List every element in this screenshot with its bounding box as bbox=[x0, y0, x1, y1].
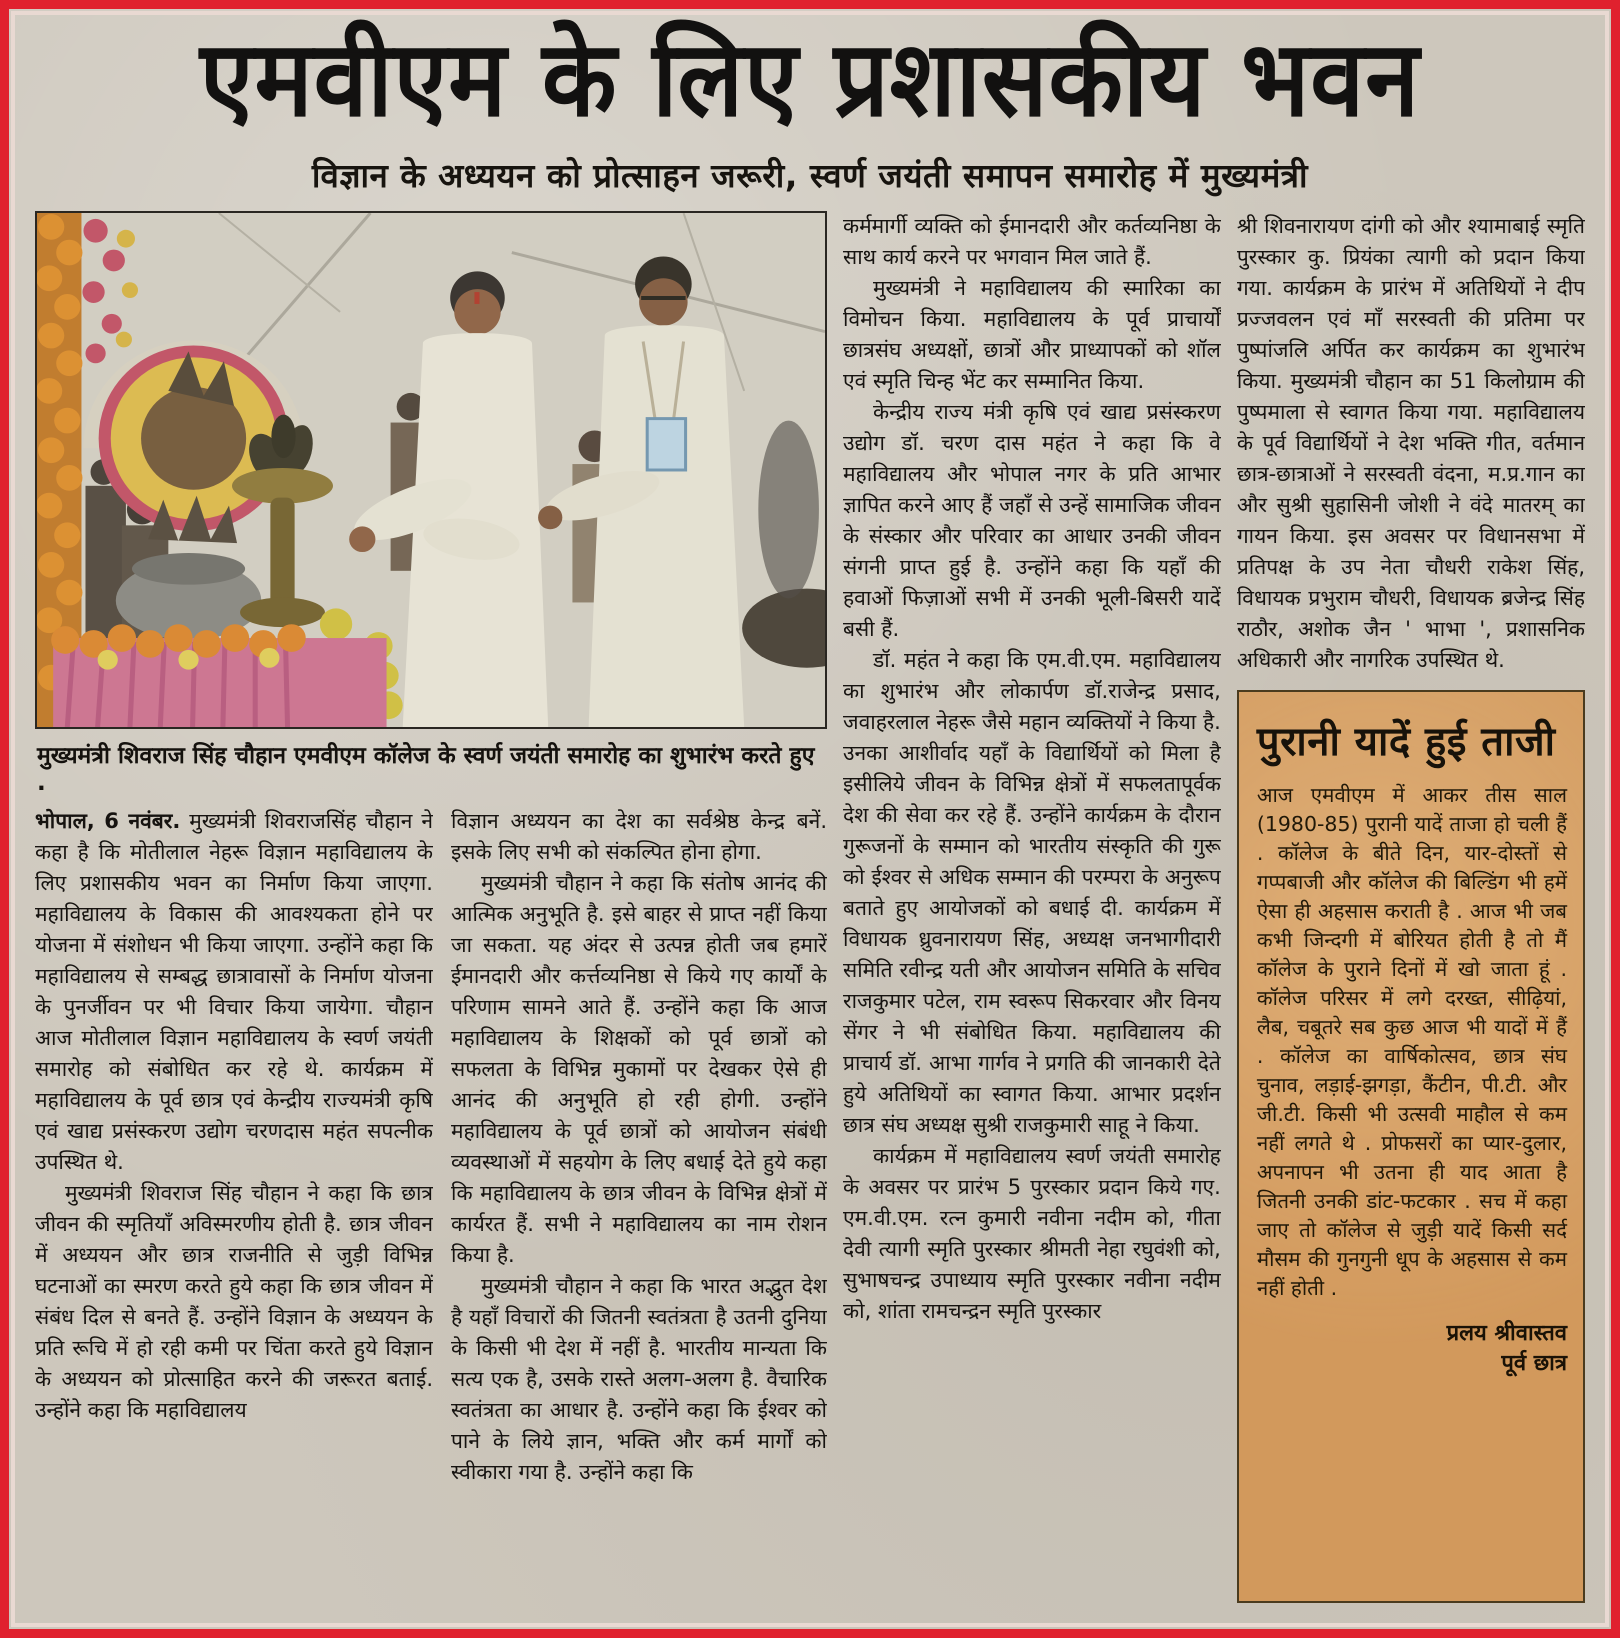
paragraph: श्री शिवनारायण दांगी को और श्यामाबाई स्मृति पुरस्कार कु. प्रियंका त्यागी को प्रदान किया गया. कार्यक्रम के प्रारंभ में अतिथियों ने दीप प्रज्जवलन एवं माँ सरस्वती की प्रतिमा पर पुष्पांजलि अर्पित कर कार्यक्रम का शुभारंभ किया. मुख्यमंत्री चौहान का 51 किलोग्राम की पुष्पमाला से स्वागत किया गया. महाविद्यालय के पूर्व विद्यार्थियों ने देश भक्ति गीत, वर्तमान छात्र-छात्राओं ने सरस्वती वंदना, म.प्र.गान का और सुश्री सुहासिनी जोशी ने वंदे मातरम् का गायन किया. इस अवसर पर विधानसभा में प्रतिपक्ष के उप नेता चौधरी राकेश सिंह, विधायक प्रभुराम चौधरी, विधायक ब्रजेन्द्र सिंह राठौर, अशोक जैन ' भाभा ', प्रशासनिक अधिकारी और नागरिक उपस्थित थे. bbox=[1236, 213, 1585, 672]
column-3 bbox=[843, 211, 1221, 1603]
paragraph: मुख्यमंत्री शिवराज सिंह चौहान ने कहा कि छात्र जीवन की स्मृतियाँ अविस्मरणीय होती है. छात्र जीवन में अध्ययन और छात्र राजनीति से जुड़ी विभिन्न घटनाओं का स्मरण करते हुये कहा कि छात्र जीवन में संबंध दिल से बनते हैं. उन्होंने विज्ञान के अध्ययन के प्रति रूचि में हो रही कमी पर चिंता करते हुये विज्ञान के अध्ययन को प्रोत्साहित करने की जरूरत बताई. उन्होंने कहा कि महाविद्यालय bbox=[35, 1180, 433, 1422]
subheadline: विज्ञान के अध्ययन को प्रोत्साहन जरूरी, स्वर्ण जयंती समापन समारोह में मुख्यमंत्री bbox=[311, 155, 1309, 195]
clipping-inner bbox=[9, 9, 1611, 1629]
memory-box-body: आज एमवीएम में आकर तीस साल (1980-85) पुरानी यादें ताजा हो चली हैं . कॉलेज के बीते दिन, यार-दोस्तों से गप्पबाजी और कॉलेज की बिल्डिंग भी हमें ऐसा ही अहसास कराती है . आज भी जब कभी जिन्दगी में बोरियत होती है तो मैं कॉलेज के पुराने दिनों में खो जाता हूं . कॉलेज परिसर में लगे दरख्त, सीढ़ियां, लैब, चबूतरे सब कुछ आज भी यादों में हैं . कॉलेज का वार्षिकोत्सव, छात्र संघ चुनाव, लड़ाई-झगड़ा, कैंटीन, पी.टी. और जी.टी. किसी भी उत्सवी माहौल से कम नहीं लगते थे . प्रोफसरों का प्यार-दुलार, अपनापन भी उतना ही याद आता है जितनी उनकी डांट-फटकार . सच में कहा जाए तो कॉलेज से जुड़ी यादें किसी सर्द मौसम की गुनगुनी धूप के अहसास से कम नहीं होती . bbox=[1256, 782, 1567, 1300]
paragraph: विज्ञान अध्ययन का देश का सर्वश्रेष्ठ केन्द्र बनें. इसके लिए सभी को संकल्पित होना होगा. bbox=[451, 808, 827, 864]
paragraph: मुख्यमंत्री चौहान ने कहा कि संतोष आनंद की आत्मिक अनुभूति है. इसे बाहर से प्राप्त नहीं किया जा सकता. यह अंदर से उत्पन्न होती जब हमारें ईमानदारी और कर्त्तव्यनिष्ठा से किये गए कार्यों के परिणाम सामने आते हैं. उन्होंने कहा कि आज महाविद्यालय के शिक्षकों को पूर्व छात्रों को सफलता के विभिन्न मुकामों पर देखकर ऐसे ही आनंद की अनुभूति हो रही होगी. उन्होंने महाविद्यालय के पूर्व छात्रों को आयोजन संबंधी व्यवस्थाओं में सहयोग के लिए बधाई देते हुये कहा कि महाविद्यालय के छात्र जीवन के विभिन्न क्षेत्रों में कार्यरत हैं. सभी ने महाविद्यालय का नाम रोशन किया है. bbox=[451, 870, 827, 1267]
paragraph: कार्यक्रम में महाविद्यालय स्वर्ण जयंती समारोह के अवसर पर प्रारंभ 5 पुरस्कार प्रदान किये गए. एम.वी.एम. रत्न कुमारी नवीना नदीम को, गीता देवी त्यागी स्मृति पुरस्कार श्रीमती नेहा रघुवंशी को, सुभाषचन्द्र उपाध्याय स्मृति पुरस्कार नवीना नदीम को, शांता रामचन्द्रन स्मृति पुरस्कार bbox=[843, 1143, 1221, 1323]
column-4-text bbox=[1237, 211, 1585, 676]
column-4 bbox=[1237, 211, 1585, 1603]
paragraph: कर्ममार्गी व्यक्ति को ईमानदारी और कर्तव्यनिष्ठा के साथ कार्य करने पर भगवान मिल जाते हैं. bbox=[843, 213, 1221, 269]
signature-name: प्रलय श्रीवास्तव bbox=[1446, 1320, 1567, 1346]
article-body bbox=[35, 211, 1585, 1603]
memory-sidebar-box bbox=[1237, 690, 1585, 1603]
photo-caption: मुख्यमंत्री शिवराज सिंह चौहान एमवीएम कॉलेज के स्वर्ण जयंती समारोह का शुभारंभ करते हुए . bbox=[37, 742, 815, 796]
left-columns bbox=[35, 806, 827, 1603]
paragraph: मुख्यमंत्री ने महाविद्यालय की स्मारिका का विमोचन किया. महाविद्यालय के पूर्व प्राचार्यों छात्रसंघ अध्यक्षों, छात्रों और प्राध्यापकों को शॉल एवं स्मृति चिन्ह भेंट कर सम्मानित किया. bbox=[843, 275, 1221, 393]
column-2 bbox=[451, 806, 827, 1603]
paragraph bbox=[35, 806, 433, 1178]
memory-box-title: पुरानी यादें हुई ताजी bbox=[1256, 718, 1556, 765]
event-photo bbox=[35, 211, 827, 729]
headline: एमवीएम के लिए प्रशासकीय भवन bbox=[199, 17, 1421, 140]
left-region bbox=[35, 211, 827, 1603]
column-1 bbox=[35, 806, 433, 1603]
paragraph: डॉ. महंत ने कहा कि एम.वी.एम. महाविद्यालय का शुभारंभ और लोकार्पण डॉ.राजेन्द्र प्रसाद, जवाहरलाल नेहरू जैसे महान व्यक्तियों ने किया है. उनका आशीर्वाद यहाँ के विद्यार्थियों को मिला है इसीलिये जीवन के विभिन्न क्षेत्रों में सफलतापूर्वक देश की सेवा कर रहे हैं. उन्होंने कार्यक्रम के दौरान गुरूजनों के सम्मान को भारतीय संस्कृति की गुरू को ईश्वर से अधिक सम्मान की परम्परा के अनुरूप बताते हुए आयोजकों को बधाई दी. कार्यक्रम में विधायक ध्रुवनारायण सिंह, अध्यक्ष जनभागीदारी समिति रवीन्द्र यती और आयोजन समिति के सचिव राजकुमार पटेल, राम स्वरूप सिकरवार और विनय सेंगर ने भी संबोधित किया. महाविद्यालय की प्राचार्य डॉ. आभा गार्गव ने प्रगति की जानकारी देते हुये अतिथियों का स्वागत किया. आभार प्रदर्शन छात्र संघ अध्यक्ष सुश्री राजकुमारी साहू ने किया. bbox=[843, 647, 1221, 1137]
paragraph: मुख्यमंत्री चौहान ने कहा कि भारत अद्भुत देश है यहाँ विचारों की जितनी स्वतंत्रता है उतनी दुनिया के किसी भी देश में नहीं है. भारतीय मान्यता कि सत्य एक है, उसके रास्ते अलग-अलग है. वैचारिक स्वतंत्रता का आधार है. उन्होंने कहा कि ईश्वर को पाने के लिये ज्ञान, भक्ति और कर्म मार्गों को स्वीकारा गया है. उन्होंने कहा कि bbox=[451, 1273, 827, 1484]
paragraph: केन्द्रीय राज्य मंत्री कृषि एवं खाद्य प्रसंस्करण उद्योग डॉ. चरण दास महंत ने कहा कि वे महाविद्यालय और भोपाल नगर के प्रति आभार ज्ञापित करने आए हैं जहाँ से उन्हें सामाजिक जीवन के संस्कार और परिवार का आधार उनकी जीवन संगनी प्राप्त हुई है. उन्होंने कहा कि यहाँ की हवाओं फिज़ाओं सभी में उनकी भूली-बिसरी यादें बसी हैं. bbox=[843, 399, 1221, 641]
signature-role: पूर्व छात्र bbox=[1501, 1350, 1567, 1376]
memory-box-signature bbox=[1257, 1319, 1567, 1379]
event-photo-illustration bbox=[37, 213, 825, 727]
dateline: भोपाल, 6 नवंबर. bbox=[35, 808, 181, 833]
paragraph-text: मुख्यमंत्री शिवराजसिंह चौहान ने कहा है कि मोतीलाल नेहरू विज्ञान महाविद्यालय के लिए प्रशासकीय भवन का निर्माण किया जाएगा. महाविद्यालय के विकास की आवश्यकता होने पर योजना में संशोधन भी किया जाएगा. उन्होंने कहा कि महाविद्यालय से सम्बद्ध छात्रावासों के निर्माण योजना के पुनर्जीवन पर भी विचार किया जायेगा. चौहान आज मोतीलाल विज्ञान महाविद्यालय के स्वर्ण जयंती समारोह को संबोधित कर रहे थे. कार्यक्रम में महाविद्यालय के पूर्व छात्र एवं केन्द्रीय राज्यमंत्री कृषि एवं खाद्य प्रसंस्करण उद्योग चरणदास महंत सपत्नीक उपस्थित थे. bbox=[35, 808, 433, 1174]
